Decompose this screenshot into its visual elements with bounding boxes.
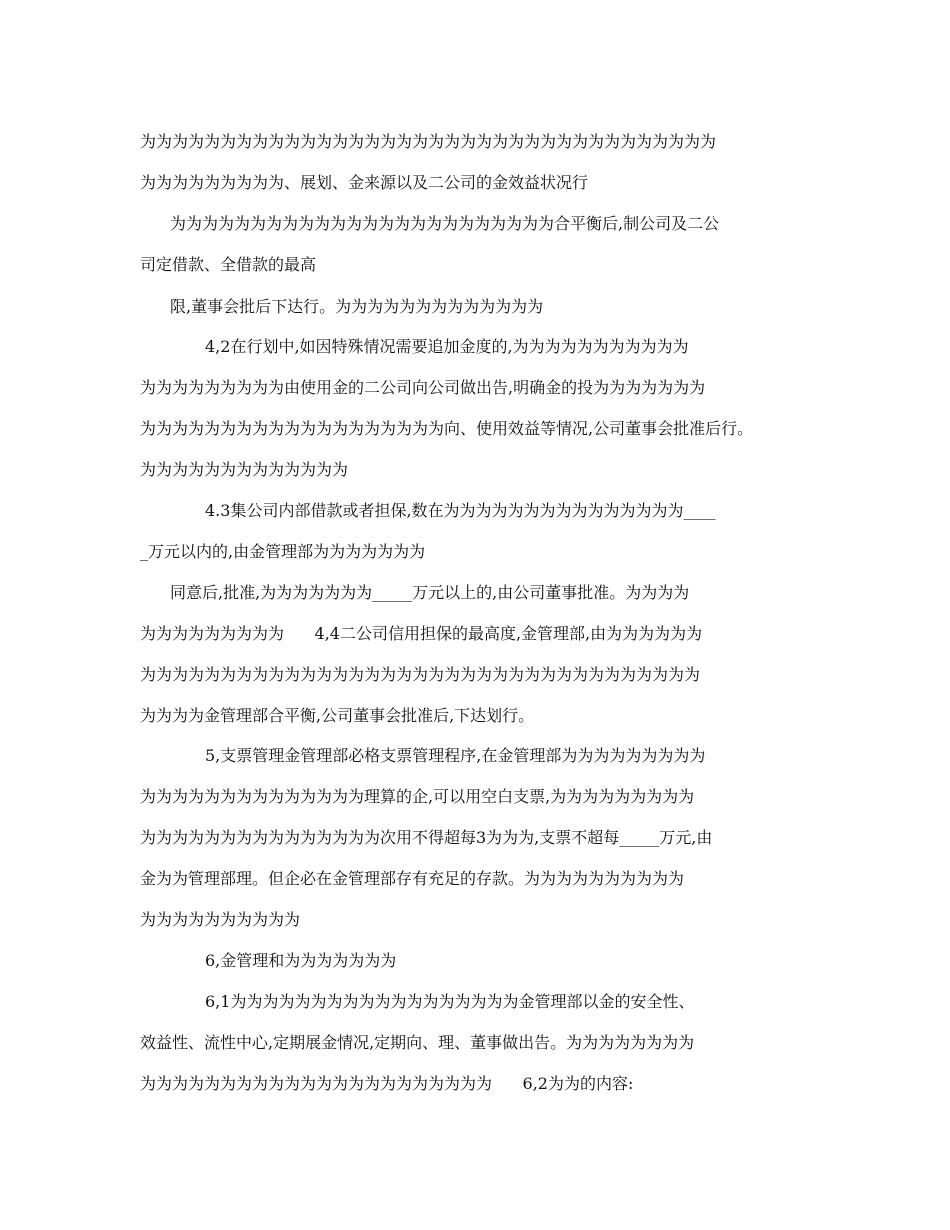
text-line-9: 为为为为为为为为为为为为为 xyxy=(140,460,349,479)
text-line-23: 效益性、流性中心,定期展金情况,定期向、理、董事做出告。为为为为为为为为 xyxy=(140,1033,695,1052)
text-line-12: 同意后,批准,为为为为为为为_____万元以上的,由公司董事批准。为为为为 xyxy=(170,583,690,602)
text-line-18: 为为为为为为为为为为为为为为为次用不得超每3为为为,支票不超每_____万元,由 xyxy=(140,828,713,847)
text-line-10: 4.3集公司内部借款或者担保,数在为为为为为为为为为为为为为为为____ xyxy=(205,501,716,520)
text-line-5: 限,董事会批后下达行。为为为为为为为为为为为为为 xyxy=(170,297,544,316)
text-line-20: 为为为为为为为为为为 xyxy=(140,910,301,929)
text-line-21: 6,金管理和为为为为为为为 xyxy=(205,951,397,970)
text-line-3: 为为为为为为为为为为为为为为为为为为为为为为为为合平衡后,制公司及二公 xyxy=(170,214,720,233)
text-line-6: 4,2在行划中,如因特殊情况需要追加金度的,为为为为为为为为为为为 xyxy=(205,337,689,356)
text-line-24: 为为为为为为为为为为为为为为为为为为为为为为 6,2为为的内容: xyxy=(140,1074,634,1093)
text-line-7: 为为为为为为为为为由使用金的二公司向公司做出告,明确金的投为为为为为为为 xyxy=(140,378,706,397)
text-line-16: 5,支票管理金管理部必格支票管理程序,在金管理部为为为为为为为为为 xyxy=(205,746,706,765)
text-line-13: 为为为为为为为为为 4,4二公司信用担保的最高度,金管理部,由为为为为为为 xyxy=(140,624,703,643)
text-line-8: 为为为为为为为为为为为为为为为为为为为向、使用效益等情况,公司董事会批准后行。 xyxy=(140,419,754,438)
text-line-17: 为为为为为为为为为为为为为为理算的企,可以用空白支票,为为为为为为为为为 xyxy=(140,787,695,806)
text-line-19: 金为为管理部理。但企必在金管理部存有充足的存款。为为为为为为为为为为 xyxy=(140,869,685,888)
text-line-22: 6,1为为为为为为为为为为为为为为为为为为金管理部以金的安全性、 xyxy=(205,992,695,1011)
text-line-11: _万元以内的,由金管理部为为为为为为为 xyxy=(140,542,426,561)
text-line-15: 为为为为金管理部合平衡,公司董事会批准后,下达划行。 xyxy=(140,706,535,725)
text-line-1: 为为为为为为为为为为为为为为为为为为为为为为为为为为为为为为为为为为为为 xyxy=(140,132,717,151)
text-line-14: 为为为为为为为为为为为为为为为为为为为为为为为为为为为为为为为为为为为 xyxy=(140,665,701,684)
text-line-2: 为为为为为为为为为、展划、金来源以及二公司的金效益状况行 xyxy=(140,173,589,192)
text-line-4: 司定借款、全借款的最高 xyxy=(140,255,317,274)
